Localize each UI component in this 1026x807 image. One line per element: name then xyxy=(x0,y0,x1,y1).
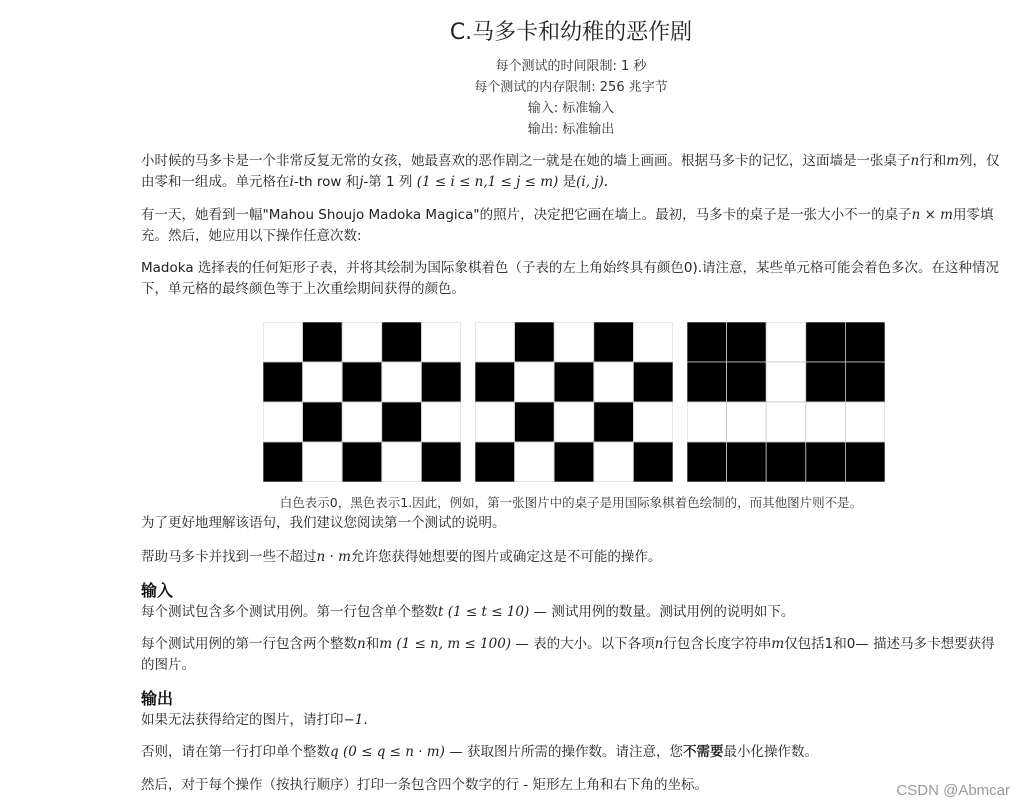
board-cell xyxy=(594,442,634,482)
math-m: m xyxy=(379,636,393,652)
text: 小时候的马多卡是一个非常反复无常的女孩，她最喜欢的恶作剧之一就是在她的墙上画画。根据马多卡的记忆，这面墙是一张桌子 xyxy=(141,153,911,169)
board-cell xyxy=(421,322,461,362)
board-cell xyxy=(687,442,727,482)
board-cell xyxy=(303,362,343,402)
statement-paragraph-5 xyxy=(141,547,1001,568)
board-cell xyxy=(554,402,594,442)
board-cell xyxy=(342,322,382,362)
board-cell xyxy=(554,362,594,402)
board-cell xyxy=(766,322,806,362)
board-cell xyxy=(421,362,461,402)
bold-text: 不需要 xyxy=(682,744,724,760)
board-cell xyxy=(382,322,422,362)
board-cell xyxy=(687,402,727,442)
board-cell xyxy=(687,362,727,402)
board-cell xyxy=(263,402,303,442)
board-cell xyxy=(594,402,634,442)
board-cell xyxy=(594,322,634,362)
board-cell xyxy=(727,322,767,362)
input-section xyxy=(141,580,1001,623)
text: 仅包括1和0— 描述马多卡想要获得的图片。 xyxy=(141,636,995,673)
problem-header xyxy=(141,18,1001,140)
board-cell xyxy=(806,362,846,402)
board-cell xyxy=(421,402,461,442)
board-cell xyxy=(554,322,594,362)
text: — 测试用例的数量。测试用例的说明如下。 xyxy=(533,604,795,620)
text: Madoka 选择表的任何矩形子表，并将其绘制为国际象棋着色（子表的左上角始终具有颜色0).请注意，某些单元格可能会着色多次。在这种情况下，单元格的最终颜色等于上次重绘期间获得的颜色。 xyxy=(141,260,1000,297)
board-cell xyxy=(633,402,673,442)
math-n: n xyxy=(910,153,920,169)
board-cell xyxy=(806,442,846,482)
math-j: j xyxy=(359,174,364,190)
math-n: n xyxy=(357,636,366,652)
output-paragraph-3 xyxy=(141,775,1001,796)
board-cell xyxy=(806,402,846,442)
text: 有一天，她看到一幅"Mahou Shoujo Madoka Magica"的照片，决定把它画在墙上。最初，马多卡的桌子是一张大小不一的桌子 xyxy=(141,207,912,223)
text: — 获取图片所需的操作数。请注意，您 xyxy=(449,744,683,760)
math-nm: n · m xyxy=(316,549,351,565)
board-cell xyxy=(766,442,806,482)
input-heading: 输入 xyxy=(141,581,174,600)
board-cell xyxy=(633,442,673,482)
math-m: m xyxy=(771,636,785,652)
math-range: (1 ≤ t ≤ 10) xyxy=(447,604,530,620)
text: 行和 xyxy=(919,153,947,169)
board-cell xyxy=(382,442,422,482)
text: -第 1 列 xyxy=(363,174,413,190)
figure-board-1 xyxy=(263,322,461,482)
board-cell xyxy=(475,362,515,402)
text: 然后，对于每个操作（按执行顺序）打印一条包含四个数字的行 - 矩形左上角和右下角的坐标。 xyxy=(141,777,708,793)
figure-board-2 xyxy=(475,322,673,482)
board-cell xyxy=(633,322,673,362)
text: 最小化操作数。 xyxy=(723,744,818,760)
math-q: q xyxy=(330,744,339,760)
board-cell xyxy=(554,442,594,482)
text: 和 xyxy=(365,636,380,652)
statement-paragraph-4 xyxy=(141,513,1001,534)
board-cell xyxy=(845,402,885,442)
board-cell xyxy=(475,322,515,362)
output-section xyxy=(141,688,1001,731)
board-cell xyxy=(382,402,422,442)
input-spec: 输入: 标准输入 xyxy=(527,101,615,116)
board-cell xyxy=(594,362,634,402)
problem-title: C.马多卡和幼稚的恶作剧 xyxy=(449,20,693,45)
board-cell xyxy=(303,322,343,362)
output-heading: 输出 xyxy=(141,689,174,708)
math-range: (1 ≤ n, m ≤ 100) xyxy=(396,636,512,652)
text: -th row 和 xyxy=(293,174,360,190)
text: 是 xyxy=(562,174,577,190)
math-nm: n × m xyxy=(911,207,953,223)
input-paragraph-2 xyxy=(141,634,1001,676)
text: 允许您获得她想要的图片或确定这是不可能的操作。 xyxy=(350,549,662,565)
board-cell xyxy=(475,442,515,482)
board-cell xyxy=(263,442,303,482)
text: 否则，请在第一行打印单个整数 xyxy=(141,744,330,760)
memory-limit: 每个测试的内存限制: 256 兆字节 xyxy=(474,80,668,95)
board-cell xyxy=(421,442,461,482)
board-cell xyxy=(515,402,555,442)
board-cell xyxy=(342,442,382,482)
statement-paragraph-1 xyxy=(141,151,1001,193)
text: 帮助马多卡并找到一些不超过 xyxy=(141,549,317,565)
watermark: CSDN @Abmcar xyxy=(896,782,1010,799)
board-cell xyxy=(303,442,343,482)
text: 行包含长度字符串 xyxy=(663,636,772,652)
board-cell xyxy=(687,322,727,362)
figure-board-3 xyxy=(687,322,885,482)
board-cell xyxy=(727,362,767,402)
statement-paragraph-3 xyxy=(141,258,1001,300)
board-image xyxy=(687,322,885,482)
output-paragraph-2 xyxy=(141,742,1001,763)
figure-caption: 白色表示0，黑色表示1.因此，例如，第一张图片中的桌子是用国际象棋着色绘制的，而其他图片则不是。 xyxy=(279,495,863,510)
board-cell xyxy=(342,402,382,442)
text: — 表的大小。以下各项 xyxy=(515,636,655,652)
board-cell xyxy=(263,322,303,362)
math-t: t xyxy=(438,604,444,620)
text: 如果无法获得给定的图片，请打印 xyxy=(141,712,344,728)
chess-board-image xyxy=(263,322,461,482)
board-cell xyxy=(727,402,767,442)
text: 列，仅由零和一组成。单元格在 xyxy=(141,153,1000,190)
board-cell xyxy=(303,402,343,442)
text: 每个测试包含多个测试用例。第一行包含单个整数 xyxy=(141,604,438,620)
time-limit: 每个测试的时间限制: 1 秒 xyxy=(495,59,647,74)
math-n: n xyxy=(654,636,664,652)
board-cell xyxy=(263,362,303,402)
math-m: m xyxy=(946,153,960,169)
output-spec: 输出: 标准输出 xyxy=(527,122,615,137)
math-cell: (i, j). xyxy=(576,174,609,190)
board-cell xyxy=(766,402,806,442)
board-cell xyxy=(727,442,767,482)
board-cell xyxy=(845,362,885,402)
board-cell xyxy=(515,362,555,402)
board-cell xyxy=(766,362,806,402)
board-cell xyxy=(845,322,885,362)
board-cell xyxy=(515,322,555,362)
math-i: i xyxy=(289,174,294,190)
math-range: (1 ≤ i ≤ n,1 ≤ j ≤ m) xyxy=(416,174,559,190)
board-cell xyxy=(845,442,885,482)
text: 每个测试用例的第一行包含两个整数 xyxy=(141,636,357,652)
board-cell xyxy=(475,402,515,442)
text: 用零填充。然后，她应用以下操作任意次数: xyxy=(141,207,994,244)
board-cell xyxy=(633,362,673,402)
board-cell xyxy=(382,362,422,402)
math-range: (0 ≤ q ≤ n · m) xyxy=(342,744,445,760)
board-cell xyxy=(515,442,555,482)
text: 为了更好地理解该语句，我们建议您阅读第一个测试的说明。 xyxy=(141,515,506,531)
statement-paragraph-2 xyxy=(141,205,1001,247)
board-cell xyxy=(806,322,846,362)
math-minus-one: −1. xyxy=(343,712,368,728)
chess-board-image xyxy=(475,322,673,482)
board-cell xyxy=(342,362,382,402)
